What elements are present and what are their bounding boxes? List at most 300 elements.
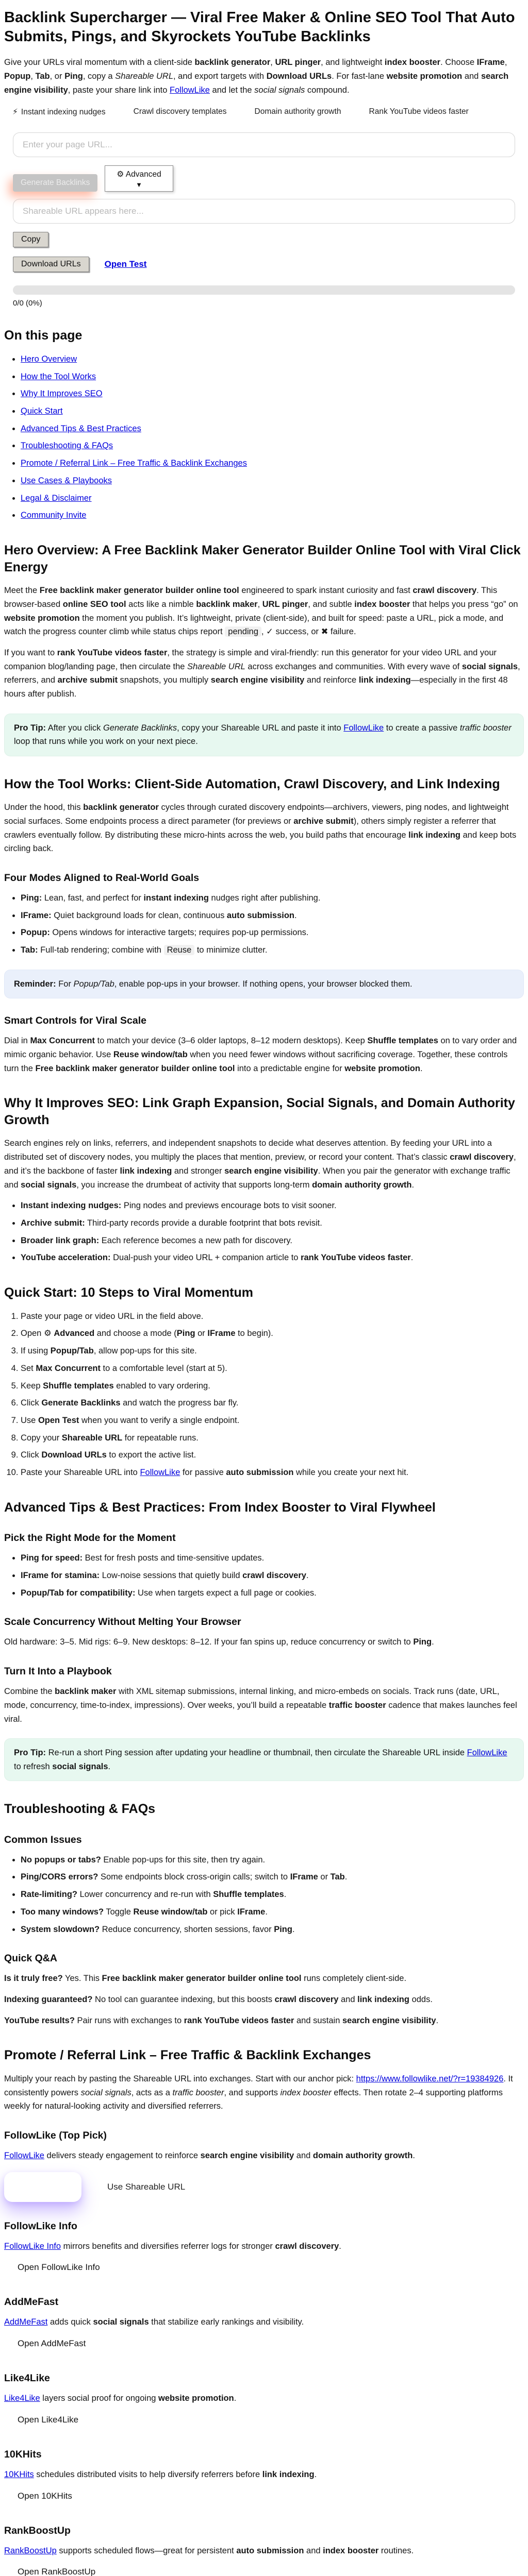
inline-link[interactable]: 10KHits [4,2469,34,2479]
text-segment: Best for fresh posts and time-sensitive updates. [82,1553,265,1563]
text-segment: search engine visibility [210,675,305,685]
text-segment: Is it truly free? [4,1974,63,1984]
text-segment: Click [21,1398,42,1408]
text-segment: search engine visibility [200,2151,294,2161]
toc-link[interactable]: Hero Overview [21,354,77,364]
text-segment: Yes. This [62,1974,102,1984]
text-segment: Ping nodes and previews encourage bots to visit sooner. [121,1201,337,1211]
text-segment: or pick [207,1907,238,1917]
text-segment: engineered to spark instant curiosity and fast [239,586,413,596]
text-segment: . [314,2469,317,2479]
advanced-toggle[interactable] [105,165,173,192]
platform-action-row [4,2491,524,2501]
list-item [21,1251,524,1265]
text-segment: If you want to [4,648,57,657]
text-segment: Some endpoints block cross-origin calls; switch to [98,1872,290,1882]
text-segment: Pro Tip: [14,723,46,733]
download-row [13,257,515,272]
inline-link[interactable]: AddMeFast [4,2317,48,2327]
text-segment: Advanced [54,1329,95,1338]
paragraph [4,584,524,639]
list-item [21,1888,524,1902]
table-of-contents [4,352,524,522]
text-segment: Set [21,1363,36,1373]
text-segment: For [56,979,74,989]
text-segment: . [432,1637,434,1647]
text-segment: Third-party records provide a durable footprint that bots revisit. [85,1218,322,1228]
text-segment: index booster [384,58,441,67]
text-segment: . [411,1180,415,1190]
toc-link[interactable]: Promote / Referral Link – Free Traffic & Backlink Exchanges [21,459,247,468]
toc-item [21,492,524,505]
text-segment: social signals [461,662,518,671]
text-segment: Quiet background loads for clean, continuous [51,910,227,920]
text-segment: on to vary order and mimic organic behavior. Use [4,1036,517,1059]
paragraph [4,1137,524,1192]
text-segment: when you want to verify a single endpoint. [79,1415,240,1425]
progress-bar [13,285,515,295]
text-segment: and [338,1994,358,2004]
hero-intro [4,56,524,97]
toc-link[interactable]: Use Cases & Playbooks [21,476,112,485]
text-segment: Download URLs [41,1450,107,1460]
text-segment: , [257,599,262,609]
text-segment: Generate Backlinks [103,723,177,733]
text-segment: Ping/CORS errors? [21,1872,98,1882]
section-heading: Troubleshooting & FAQs [4,1802,156,1817]
text-segment: online SEO tool [62,599,126,609]
text-segment: , and subtle [308,599,355,609]
section-heading: Hero Overview: A Free Backlink Maker Generator Builder Online Tool with Viral Click Energy [4,543,521,574]
text-segment: compound. [305,85,350,95]
text-segment: —especially in the first 48 hours after publish. [4,675,508,699]
text-segment: . [410,1253,414,1263]
inline-link[interactable]: FollowLike [140,1468,180,1478]
list-item [21,1216,524,1230]
toc-item [21,370,524,384]
text-segment: Tab: [21,945,38,955]
text-segment: . [412,2151,415,2161]
text-segment: Under the hood, this [4,803,84,812]
text-segment: archive submit [57,675,118,685]
text-segment: No tool can guarantee indexing, but this boosts [92,1994,275,2004]
text-segment: link indexing [262,2469,315,2479]
pro-tip-callout [4,714,524,756]
text-segment: Rate-limiting? [21,1890,77,1900]
text-segment: Shareable URL [61,1433,123,1443]
text-segment: Ping: [21,893,42,903]
text-segment: . [339,2241,341,2251]
text-segment: social signals [93,2317,149,2327]
text-segment: odds. [409,1994,433,2004]
text-segment: , and lightweight [321,58,385,67]
text-segment: snapshots, you multiply [118,675,211,685]
text-segment: Lower concurrency and re-run with [77,1890,213,1900]
text-segment: . This browser-based [4,586,498,609]
text-segment: Popup/Tab [73,979,114,989]
text-segment: rank YouTube videos faster [57,648,168,657]
text-segment: backlink generator [194,58,271,67]
inline-link[interactable]: FollowLike [169,85,210,95]
list-item [21,1905,524,1919]
text-segment: No popups or tabs? [21,1855,101,1865]
text-segment: and stronger [172,1166,225,1176]
numbered-list [4,1310,524,1480]
article-content [4,327,524,2576]
text-segment: social signals [80,2088,131,2097]
text-segment: delivers steady engagement to reinforce [44,2151,201,2161]
text-segment: Open ⚙ [21,1329,54,1338]
subsection-heading: RankBoostUp [4,2524,71,2536]
text-segment: Archive submit: [21,1218,85,1228]
text-segment: adds quick [47,2317,93,2327]
toc-item [21,352,524,366]
text-segment: . It consistently powers [4,2074,513,2097]
text-segment: Keep [21,1381,43,1391]
text-segment: Pair runs with exchanges to [74,2015,184,2025]
platform-action-row [4,2338,524,2349]
text-segment: to match your device (3–6 older laptops, 8–12 modern desktops). Keep [95,1036,368,1046]
text-segment: Open Test [38,1415,79,1425]
text-segment: Give your URLs viral momentum with a client-side [4,58,195,67]
text-segment: . For fast-lane [332,71,387,81]
text-segment: that helps you press “go” on [410,599,518,609]
feature-chip: Crawl discovery templates [133,107,227,116]
text-segment: ), others simply register a referrer that crawlers eventually follow. By distributing these micro-hints across the web, you build paths that encourage [4,816,496,840]
section-heading: Quick Start: 10 Steps to Viral Momentum [4,1285,253,1300]
list-item [21,1551,524,1565]
text-segment: Full-tab rendering; combine with [38,945,164,955]
list-item [21,1448,524,1462]
text-segment: cadence that makes launches feel viral. [4,1700,517,1724]
bullet-list [4,1853,524,1937]
paragraph [4,2315,524,2329]
paragraph [4,646,524,701]
toc-item [21,509,524,522]
list-item [21,943,524,957]
text-segment: backlink maker [196,599,258,609]
toc-link[interactable]: Advanced Tips & Best Practices [21,423,141,433]
use-shareable-url-label[interactable]: Use Shareable URL [107,2181,186,2192]
list-item [21,1466,524,1480]
text-segment: Use [21,1415,38,1425]
text-segment: Free backlink maker generator builder online tool [35,1063,235,1073]
text-segment: Reminder: [14,979,56,989]
text-segment: crawl discovery [412,586,477,596]
text-segment: instant indexing [143,893,209,903]
text-segment: Shareable URL [187,662,245,671]
text-segment: Copy your [21,1433,62,1443]
text-segment: Low-noise sessions that quietly build [100,1571,243,1581]
inline-link[interactable]: https://www.followlike.net/?r=19384926 [356,2074,504,2083]
text-segment: into a predictable engine for [235,1063,345,1073]
inline-link[interactable]: RankBoostUp [4,2546,57,2555]
subsection-heading: 10KHits [4,2448,42,2460]
text-segment: , you increase the drumbeat of activity that supports long-term [76,1180,312,1190]
paragraph [4,2149,524,2163]
text-segment: schedules distributed visits to help diversify referrers before [34,2469,262,2479]
toc-link[interactable]: How the Tool Works [21,371,96,381]
text-segment: website promotion [344,1063,420,1073]
toc-item [21,404,524,418]
text-segment: to minimize clutter. [194,945,268,955]
text-segment: search engine visibility [224,1166,318,1176]
text-segment: , [30,71,36,81]
text-segment: Download URLs [266,71,332,81]
text-segment: enabled to vary ordering. [113,1381,210,1391]
toc-link[interactable]: Legal & Disclaimer [21,493,92,503]
text-segment: website promotion [386,71,463,81]
text-segment: social signals [254,85,305,95]
text-segment: Dual-push your video URL + companion article to [110,1253,301,1263]
text-segment: mirrors benefits and diversifies referrer logs for stronger [61,2241,275,2251]
text-segment: to a comfortable level (start at 5). [100,1363,227,1373]
text-segment: IFrame [476,58,505,67]
text-segment: , copy a [82,71,116,81]
text-segment: social signals [52,1761,108,1771]
list-item [21,1379,524,1393]
text-segment: . [436,2015,439,2025]
download-urls-button[interactable]: Download URLs [13,257,89,272]
text-segment: Generate Backlinks [41,1398,121,1408]
text-segment: the moment you publish. It’s lightweight, private (client-side), and built for speed: paste a URL, pick a mode, and watch the progress counter climb while status chips report [4,613,504,637]
text-segment: Click [21,1450,42,1460]
open-platform-action[interactable]: Open Like4Like [18,2414,79,2425]
bullet-list [4,1199,524,1265]
text-segment: Use when targets expect a full page or cookies. [135,1588,317,1598]
text-segment: index booster [280,2088,332,2097]
text-segment: while you create your next hit. [293,1468,409,1478]
text-segment: and reinforce [304,675,359,685]
text-segment: Popup [4,71,31,81]
controls-row [13,165,515,192]
text-segment: for passive [180,1468,226,1478]
list-item [21,1431,524,1445]
text-segment: and [304,2546,323,2555]
open-platform-action[interactable]: Open RankBoostUp [18,2567,96,2576]
text-segment: link indexing [408,830,461,840]
text-segment: rank YouTube videos faster [184,2015,294,2025]
text-segment: . [306,1571,309,1581]
text-segment: . [284,1890,287,1900]
text-segment: traffic booster [459,723,512,733]
text-segment: Enable pop-ups for this site, then try again. [101,1855,266,1865]
text-segment: and choose a mode ( [94,1329,177,1338]
text-segment: . [265,1907,268,1917]
inline-link[interactable]: Like4Like [4,2394,40,2403]
list-item [21,1234,524,1248]
subsection-heading: Quick Q&A [4,1953,57,1964]
inline-link[interactable]: FollowLike Info [4,2241,61,2251]
text-segment: Ping [413,1637,432,1647]
text-segment: auto submission [226,1468,294,1478]
text-segment: for repeatable runs. [122,1433,199,1443]
section-heading: Promote / Referral Link – Free Traffic & Backlink Exchanges [4,2048,371,2063]
text-segment: Reuse window/tab [133,1907,208,1917]
text-segment: IFrame [207,1329,236,1338]
text-segment: Opens windows for interactive targets; requires pop-up permissions. [50,928,309,938]
paragraph [4,2240,524,2253]
text-segment: supports scheduled flows—great for persistent [56,2546,237,2555]
text-segment: If using [21,1346,51,1356]
text-segment: crawl discovery [275,2241,339,2251]
list-item [21,1199,524,1213]
text-segment: runs completely client-side. [301,1974,407,1984]
paragraph [4,1685,524,1726]
open-platform-action[interactable]: Open 10KHits [18,2490,72,2501]
list-item [21,1586,524,1600]
text-segment: Max Concurrent [30,1036,95,1046]
text-segment: Reduce concurrency, shorten sessions, favor [100,1924,274,1934]
text-segment: After you click [46,723,103,733]
toc-link[interactable]: Troubleshooting & FAQs [21,441,113,451]
toc-item [21,474,524,488]
text-segment: website promotion [4,613,80,623]
open-platform-action[interactable]: Open FollowLike Info [18,2262,100,2273]
open-platform-action[interactable]: Open AddMeFast [18,2338,86,2349]
text-segment: , and supports [224,2088,280,2097]
text-segment: , or [50,71,65,81]
toc-link[interactable]: Quick Start [21,406,63,416]
text-segment: , the strategy is simple and viral-friendly: run this generator for your video URL and your companion blog/landing page, then circulate the [4,648,497,671]
text-segment: link indexing [357,1994,409,2004]
text-segment: across exchanges and communities. With every wave of [245,662,462,671]
text-segment: link indexing [120,1166,172,1176]
text-segment: , paste your share link into [68,85,170,95]
shareable-url-output[interactable] [13,199,515,224]
text-segment: . [294,910,297,920]
text-segment: and let the [209,85,255,95]
text-segment: domain authority growth [312,2151,413,2161]
text-segment: crawl discovery [450,1153,514,1162]
page-url-input[interactable] [13,132,515,157]
text-segment: routines. [378,2546,414,2555]
text-segment: , enable pop-ups in your browser. If nothing opens, your browser blocked them. [114,979,412,989]
toc-link[interactable]: Why It Improves SEO [21,389,103,399]
list-item [21,1362,524,1376]
list-item [21,1923,524,1937]
open-followlike-button[interactable] [4,2172,81,2202]
text-segment: Search engines rely on links, referrers, and independent snapshots to decide what deserves attention. By feeding your URL into a distributed set of discovery nodes, you multiply the places that mention, preview, or record your content. That’s classic [4,1139,492,1162]
text-segment: Dial in [4,1036,30,1046]
text-segment: Ping [176,1329,195,1338]
text-segment: and watch the progress bar fly. [120,1398,239,1408]
list-item [21,1414,524,1428]
text-segment: Instant indexing nudges: [21,1201,122,1211]
text-segment: Toggle [104,1907,134,1917]
lightning-icon: ⚡ [12,108,18,117]
text-segment: , referrers, and [4,662,520,685]
text-segment: Meet the [4,586,40,596]
toc-item [21,422,524,436]
text-segment: Paste your Shareable URL into [21,1468,140,1478]
text-segment: . [108,1761,111,1771]
list-item [21,891,524,905]
list-item [21,1327,524,1341]
text-segment: Ping [64,71,83,81]
subsection-heading: Scale Concurrency Without Melting Your Browser [4,1616,241,1628]
text-segment: backlink maker [55,1687,117,1697]
subsection-heading: Pick the Right Mode for the Moment [4,1532,176,1544]
text-segment: Shuffle templates [43,1381,114,1391]
text-segment: Shareable URL [115,71,174,81]
paragraph [4,2072,524,2113]
text-segment: Shuffle templates [213,1890,284,1900]
text-segment: auto submission [226,910,295,920]
text-segment: Ping for speed: [21,1553,83,1563]
bullet-list [4,891,524,957]
text-segment: effects. Then rotate 2–4 supporting platforms weekly for natural-looking activity and diversified referrers. [4,2088,503,2111]
list-item [21,1310,524,1324]
paragraph [4,2392,524,2405]
advanced-label: Advanced [125,170,161,179]
copy-button[interactable]: Copy [13,232,48,247]
copy-row [13,232,515,247]
text-segment: and sustain [294,2015,342,2025]
paragraph [4,2014,524,2028]
text-segment: to export the active list. [106,1450,196,1460]
text-segment: Paste your page or video URL in the field above. [21,1311,204,1321]
text-segment: that stabilize early rankings and visibility. [148,2317,304,2327]
text-segment: Reuse window/tab [113,1049,188,1059]
subsection-heading: FollowLike Info [4,2220,77,2232]
list-item [21,1569,524,1583]
text-segment: , acts as a [131,2088,173,2097]
inline-link[interactable]: FollowLike [467,1748,507,1758]
text-segment: when you need fewer windows without sacrificing coverage. Together, these controls turn the [4,1049,508,1073]
list-item [21,1396,524,1410]
toc-item [21,387,524,401]
paragraph [4,1034,524,1075]
text-segment: acts like a nimble [126,599,196,609]
text-segment: link indexing [358,675,411,685]
subsection-heading: Turn It Into a Playbook [4,1666,112,1677]
text-segment: rank YouTube videos faster [301,1253,411,1263]
paragraph [4,1993,524,2007]
text-segment: , and it’s the backbone of faster [4,1153,516,1176]
text-segment: Indexing guaranteed? [4,1994,93,2004]
text-segment: . [234,2394,237,2403]
text-segment: traffic booster [172,2088,224,2097]
toc-item [21,439,524,453]
inline-link[interactable]: FollowLike [343,723,384,733]
list-item [21,909,524,923]
text-segment: YouTube acceleration: [21,1253,111,1263]
feature-chip: ⚡ Instant indexing nudges [12,108,106,117]
text-segment: or [318,1872,331,1882]
open-test-link[interactable]: Open Test [104,259,147,269]
text-segment: URL pinger [275,58,321,67]
generate-backlinks-button[interactable]: Generate Backlinks [13,174,97,192]
gear-icon: ⚙ [117,170,124,179]
text-segment: domain authority growth [312,1180,412,1190]
text-segment: and keep bots circling back. [4,830,517,854]
paragraph [4,2544,524,2558]
text-segment: Free backlink maker generator builder online tool [102,1974,302,1984]
text-segment: , [504,58,507,67]
toc-link[interactable]: Community Invite [21,511,87,520]
pro-tip-callout [4,1738,524,1781]
text-segment: Pro Tip: [14,1748,46,1758]
text-segment: IFrame [290,1872,318,1882]
text-segment: Too many windows? [21,1907,104,1917]
text-segment: Broader link graph: [21,1235,100,1245]
text-segment: Tab [330,1872,345,1882]
platform-action-row [4,2415,524,2425]
page-title: Backlink Supercharger — Viral Free Maker & Online SEO Tool That Auto Submits, Pings, and Skyrockets YouTube Backlinks [4,9,515,45]
text-segment: to begin). [235,1329,273,1338]
inline-link[interactable]: FollowLike [4,2151,44,2161]
